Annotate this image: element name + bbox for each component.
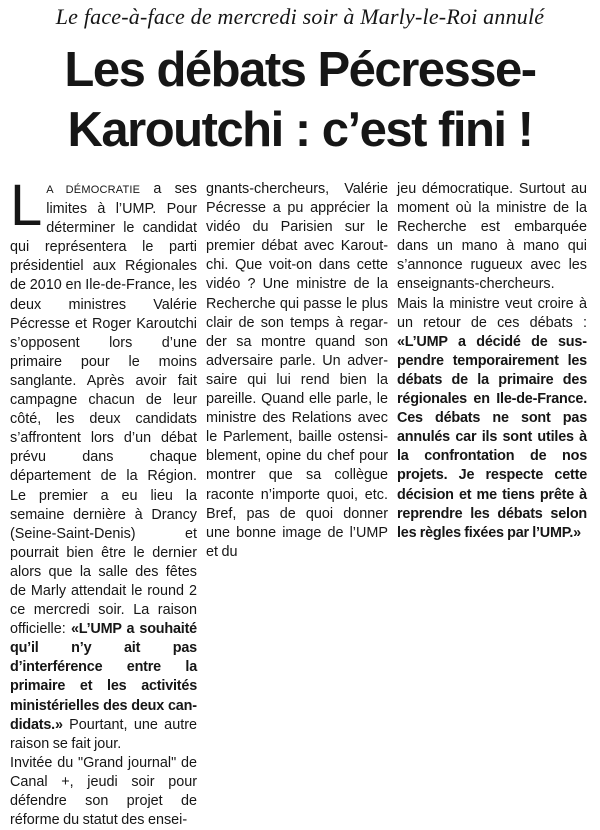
column-1-paragraph-2: Invitée du "Grand journal" de Canal +, jeudi soir pour défendre son projet de réforme du statut des ensei- <box>10 754 197 829</box>
column-1-paragraph-1 <box>10 173 197 754</box>
lead-in-smallcaps: A DÉMOCRATIE <box>46 184 141 196</box>
article-kicker: Le face-à-face de mercredi soir à Marly-le-Roi annulé <box>55 4 545 29</box>
article-headline <box>0 40 600 160</box>
headline-line-1: Les débats Pécresse- <box>64 43 536 97</box>
article-column-1 <box>10 173 197 829</box>
article-column-3 <box>397 180 587 766</box>
official-reason-quote: «L’UMP a souhaité qu’il n’y ait pas d’interférence entre la primaire et les activités ministérielles des deux candidats.» <box>10 621 197 733</box>
drop-cap: L <box>10 173 43 238</box>
headline-line-2: Karoutchi : c’est fini ! <box>67 103 533 157</box>
column-2-paragraph: gnants-chercheurs, Valérie Pécresse a pu apprécier la vidéo du Parisien sur le premier débat avec Karoutchi. Que voit-on dans cette vidéo ? Une ministre de la Recherche qui passe le plus clair de son temps à regarder sa montre quand son adversaire parle. Un adversaire qui lui rend bien la pareille. Quand elle parle, le ministre des Relations avec le Parlement, baille ostensiblement, opine du chef pour montrer que sa collègue raconte n’importe quoi, etc. Bref, pas de quoi donner une bonne image de l’UMP et du <box>206 181 388 560</box>
column-1-text-end: Pourtant, une autre raison se fait jour. <box>10 716 197 752</box>
column-3-paragraph <box>397 180 587 543</box>
column-1-text: a ses limites à l’UMP. Pour déterminer le candidat qui représentera le parti présidentiel aux Régionales de 2010 en Ile-de-France, les deux ministres Valérie Pécresse et Roger Karoutchi s’opposent lors d’une primaire pour le moins sanglante. Après avoir fait campagne chacun de leur côté, les deux candidats s’affrontent lors d’un débat prévu dans chaque département de la Région. Le premier a eu lieu la semaine dernière à Drancy (Seine-Saint-Denis) et pourrait bien être le dernier alors que la salle des fêtes de Marly attendait le round 2 ce mercredi soir. La raison officielle: <box>10 181 197 638</box>
article-column-2 <box>206 180 388 766</box>
column-3-text: jeu démocratique. Surtout au moment où la ministre de la Recherche est embarquée dans un mano à mano qui s’annonce rugueux avec les enseignants-chercheurs. Mais la ministre veut croire à un retour de ces débats : <box>397 181 587 331</box>
minister-quote: «L’UMP a décidé de suspendre temporairement les débats de la primaire des régionales en Ile-de-France. Ces débats ne sont pas annulés car ils sont utiles à la confrontation de nos projets. Je respecte cette décision et me tiens prête à reprendre les débats selon les règles fixées par l’UMP.» <box>397 333 587 541</box>
